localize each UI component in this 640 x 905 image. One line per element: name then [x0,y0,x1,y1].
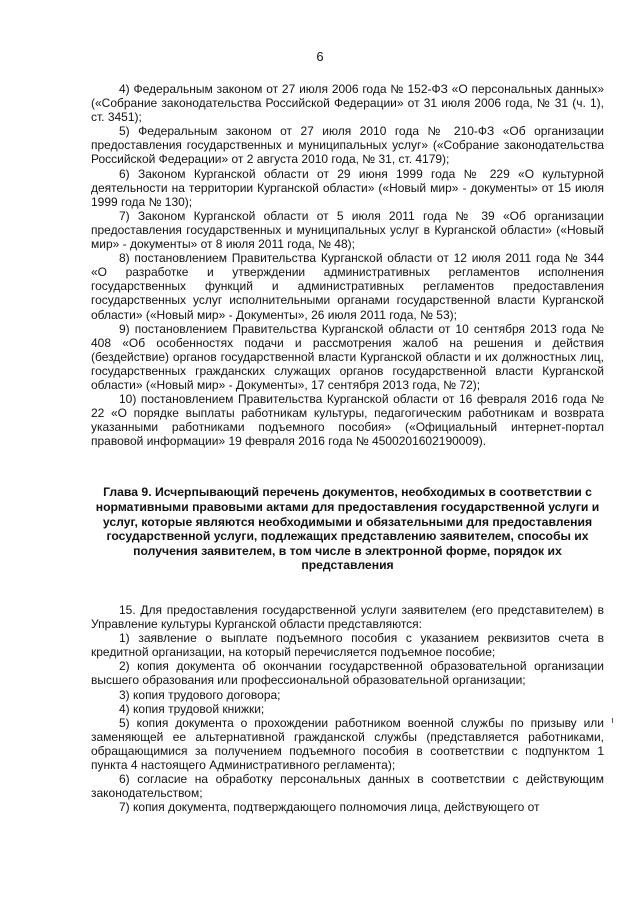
document-item-6: 6) согласие на обработку персональных данных в соответствии с действующим законодательством; [91,772,604,801]
document-item-2: 2) копия документа об окончании государственной образовательной организации высшего образования или профессиональной образовательной организации; [91,659,604,688]
document-item-1: 1) заявление о выплате подъемного пособия с указанием реквизитов счета в кредитной организации, на который перечисляется подъемное пособие; [91,631,604,660]
chapter-9-heading: Глава 9. Исчерпывающий перечень документов, необходимых в соответствии с нормативными правовыми актами для предоставления государственной услуги и услуг, которые являются необходимыми и обязательными для предоставления государственной услуги, подлежащих представлению заявителем, способы их получения заявителем, в том числе в электронной форме, порядок их представления [95,485,600,573]
law-item-7: 7) Законом Курганской области от 5 июля 2011 года № 39 «Об организации предоставления государственных и муниципальных услуг в Курганской области» («Новый мир» - документы» от 8 июля 2011 года, № 48); [91,208,604,252]
law-item-4: 4) Федеральным законом от 27 июля 2006 года № 152-ФЗ «О персональных данных» («Собрание законодательства Российской Федерации» от 31 июля 2006 года, № 31 (ч. 1), ст. 3451); [91,82,604,125]
margin-mark [612,718,613,723]
document-item-3: 3) копия трудового договора; [119,687,281,702]
page-content [91,82,604,814]
law-item-5: 5) Федеральным законом от 27 июля 2010 года № 210-ФЗ «Об организации предоставления государственных и муниципальных услуг» («Собрание законодательства Российской Федерации» от 2 августа 2010 года, № 31, ст. 4179); [91,124,604,167]
law-item-10: 10) постановлением Правительства Курганской области от 16 февраля 2016 года № 22 «О порядке выплаты работникам культуры, педагогическим работникам и возврата указанными работниками подъемного пособия» («Официальный интернет-портал правовой информации» 19 февраля 2016 года № 4500201602190009). [91,392,604,449]
document-item-7: 7) копия документа, подтверждающего полномочия лица, действующего от [119,800,540,815]
law-item-9: 9) постановлением Правительства Курганской области от 10 сентября 2013 года № 408 «Об особенностях подачи и рассмотрения жалоб на решения и действия (бездействие) органов государственной власти Курганской области и их должностных лиц, государственных гражданских служащих органов государственной власти Курганской области» («Новый мир» - Документы», 17 сентября 2013 года, № 72); [91,321,604,392]
document-item-4: 4) копия трудовой книжки; [119,701,265,716]
law-item-8: 8) постановлением Правительства Курганской области от 12 июля 2011 года № 344 «О разработке и утверждении административных регламентов исполнения государственных функций и административных регламентов предоставления государственных услуг исполнительными органами государственной власти Курганской области» («Новый мир» - Документы», 26 июля 2011 года, № 53); [91,251,604,322]
documents-intro: 15. Для предоставления государственной услуги заявителем (его представителем) в Управление культуры Курганской области представляются: [91,603,604,632]
law-item-6: 6) Законом Курганской области от 29 июня 1999 года № 229 «О культурной деятельности на территории Курганской области» («Новый мир» - документы» от 15 июля 1999 года № 130); [91,166,604,209]
page-number: 6 [316,49,324,64]
document-item-5: 5) копия документа о прохождении работником военной службы по призыву или заменяющей ее альтернативной гражданской службы (представляется работниками, обращающимися за получением подъемного пособия в соответствии с подпунктом 1 пункта 4 настоящего Административного регламента); [91,715,604,773]
